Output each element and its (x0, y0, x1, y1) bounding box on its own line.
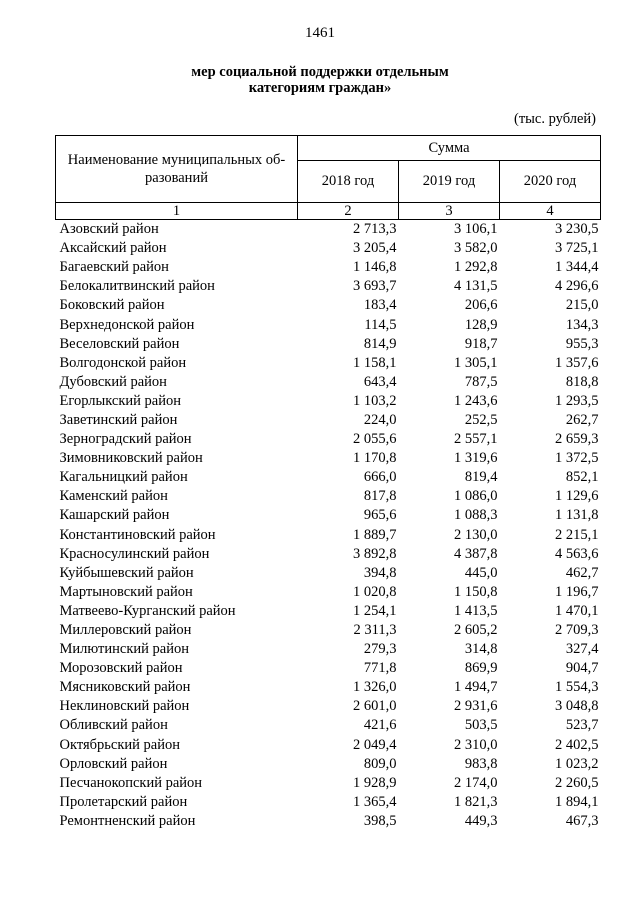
amount-2018: 421,6 (363, 717, 397, 734)
amount-2018: 1 158,1 (353, 354, 397, 371)
amount-2018: 1 254,1 (353, 602, 397, 619)
municipality-name: Обливский район (59, 717, 168, 734)
municipality-name: Егорлыкский район (59, 392, 181, 409)
amount-2018: 279,3 (363, 641, 397, 658)
amount-2019: 2 605,2 (454, 622, 498, 639)
column-number-row (56, 203, 601, 220)
table-row (56, 258, 601, 277)
municipality-name: Неклиновский район (59, 698, 190, 715)
municipality-name: Пролетарский район (59, 793, 188, 810)
amount-2019: 4 387,8 (454, 545, 498, 562)
amount-2018: 643,4 (363, 373, 397, 390)
amount-2018: 1 020,8 (353, 583, 397, 600)
municipality-name: Орловский район (59, 755, 168, 772)
municipality-name: Боковский район (59, 297, 165, 314)
table-row (56, 315, 601, 334)
amount-2020: 1 129,6 (555, 488, 599, 505)
amount-2018: 809,0 (363, 755, 397, 772)
table-row (56, 373, 601, 392)
amount-2020: 1 357,6 (555, 354, 599, 371)
municipality-name: Волгодонской район (59, 354, 187, 371)
municipality-name: Ремонтненский район (59, 812, 196, 829)
amount-2019: 918,7 (464, 335, 498, 352)
amount-2019: 4 131,5 (454, 278, 498, 295)
amount-2019: 3 106,1 (454, 221, 498, 238)
amount-2019: 2 174,0 (454, 774, 498, 791)
amount-2020: 523,7 (565, 717, 599, 734)
municipality-name: Дубовский район (59, 373, 167, 390)
municipality-name: Морозовский район (59, 660, 183, 677)
municipality-name: Белокалитвинский район (59, 278, 215, 295)
municipality-name: Азовский район (59, 221, 159, 238)
amount-2019: 1 086,0 (454, 488, 498, 505)
amount-2020: 1 293,5 (555, 392, 599, 409)
table-row (56, 755, 601, 774)
amount-2018: 817,8 (363, 488, 397, 505)
table-row (56, 220, 601, 240)
amount-2020: 2 260,5 (555, 774, 599, 791)
amount-2018: 2 049,4 (353, 736, 397, 753)
amount-2018: 1 103,2 (353, 392, 397, 409)
header-municipality-line2: разований (145, 170, 208, 186)
amount-2018: 666,0 (363, 469, 397, 486)
amount-2020: 904,7 (565, 660, 599, 677)
table-row (56, 774, 601, 793)
amount-2020: 1 023,2 (555, 755, 599, 772)
amount-2020: 327,4 (565, 641, 599, 658)
amount-2020: 2 402,5 (555, 736, 599, 753)
table-row (56, 468, 601, 487)
table-row (56, 449, 601, 468)
amount-2018: 1 928,9 (353, 774, 397, 791)
column-number: 2 (298, 203, 399, 220)
amount-2018: 965,6 (363, 507, 397, 524)
amount-2019: 2 130,0 (454, 526, 498, 543)
municipality-name: Багаевский район (59, 259, 169, 276)
municipality-name: Октябрьский район (59, 736, 180, 753)
amount-2019: 314,8 (464, 641, 498, 658)
table-row (56, 411, 601, 430)
municipality-name: Каменский район (59, 488, 168, 505)
amount-2018: 3 693,7 (353, 278, 397, 295)
amount-2020: 1 372,5 (555, 450, 599, 467)
amount-2018: 1 146,8 (353, 259, 397, 276)
amount-2019: 2 931,6 (454, 698, 498, 715)
heading-line-2: категориям граждан» (248, 80, 392, 96)
table-row (56, 392, 601, 411)
table-row (56, 640, 601, 659)
amount-2020: 2 215,1 (555, 526, 599, 543)
budget-table (55, 135, 601, 831)
column-number: 3 (399, 203, 500, 220)
amount-2019: 1 305,1 (454, 354, 498, 371)
amount-2020: 1 131,8 (555, 507, 599, 524)
amount-2018: 1 365,4 (353, 793, 397, 810)
amount-2020: 852,1 (565, 469, 599, 486)
table-row (56, 678, 601, 697)
amount-2018: 2 601,0 (353, 698, 397, 715)
table-row (56, 526, 601, 545)
table-row (56, 239, 601, 258)
amount-2020: 215,0 (565, 297, 599, 314)
amount-2020: 1 554,3 (555, 679, 599, 696)
amount-2020: 955,3 (565, 335, 599, 352)
amount-2019: 983,8 (464, 755, 498, 772)
column-number: 1 (56, 203, 298, 220)
municipality-name: Константиновский район (59, 526, 216, 543)
table-row (56, 564, 601, 583)
table-row (56, 697, 601, 716)
amount-2019: 2 557,1 (454, 431, 498, 448)
amount-2020: 818,8 (565, 373, 599, 390)
municipality-name: Зимовниковский район (59, 450, 203, 467)
amount-2019: 449,3 (464, 812, 498, 829)
municipality-name: Миллеровский район (59, 622, 192, 639)
amount-2020: 467,3 (565, 812, 599, 829)
amount-2020: 1 196,7 (555, 583, 599, 600)
table-row (56, 583, 601, 602)
amount-2019: 1 150,8 (454, 583, 498, 600)
amount-2020: 3 048,8 (555, 698, 599, 715)
table-row (56, 812, 601, 831)
amount-2018: 2 311,3 (353, 622, 397, 639)
amount-2019: 252,5 (464, 411, 498, 428)
column-number: 4 (500, 203, 601, 220)
amount-2018: 2 713,3 (353, 221, 397, 238)
amount-2018: 1 889,7 (353, 526, 397, 543)
municipality-name: Песчанокопский район (59, 774, 203, 791)
municipality-name: Милютинский район (59, 641, 189, 658)
amount-2019: 1 319,6 (454, 450, 498, 467)
amount-2019: 1 494,7 (454, 679, 498, 696)
header-year-2018: 2018 год (298, 161, 399, 203)
amount-2019: 1 292,8 (454, 259, 498, 276)
municipality-name: Аксайский район (59, 240, 167, 257)
municipality-name: Красносулинский район (59, 545, 210, 562)
table-row (56, 659, 601, 678)
amount-2018: 183,4 (363, 297, 397, 314)
municipality-name: Мартыновский район (59, 583, 193, 600)
amount-2019: 128,9 (464, 316, 498, 333)
table-row (56, 430, 601, 449)
amount-2019: 445,0 (464, 564, 498, 581)
amount-2020: 1 470,1 (555, 602, 599, 619)
units-note: (тыс. рублей) (514, 111, 596, 127)
amount-2020: 262,7 (565, 411, 599, 428)
amount-2019: 1 821,3 (454, 793, 498, 810)
table-row (56, 793, 601, 812)
header-year-2019: 2019 год (399, 161, 500, 203)
amount-2018: 2 055,6 (353, 431, 397, 448)
amount-2018: 114,5 (364, 316, 397, 333)
amount-2018: 1 170,8 (353, 450, 397, 467)
amount-2020: 3 230,5 (555, 221, 599, 238)
amount-2020: 2 709,3 (555, 622, 599, 639)
amount-2018: 224,0 (363, 411, 397, 428)
amount-2020: 1 344,4 (555, 259, 599, 276)
municipality-name: Куйбышевский район (59, 564, 194, 581)
amount-2019: 206,6 (464, 297, 498, 314)
municipality-name: Кагальницкий район (59, 469, 188, 486)
amount-2019: 1 243,6 (454, 392, 498, 409)
table-row (56, 506, 601, 525)
table-row (56, 602, 601, 621)
amount-2018: 771,8 (363, 660, 397, 677)
amount-2020: 4 296,6 (555, 278, 599, 295)
table-row (56, 621, 601, 640)
amount-2019: 1 088,3 (454, 507, 498, 524)
amount-2019: 2 310,0 (454, 736, 498, 753)
amount-2019: 3 582,0 (454, 240, 498, 257)
amount-2019: 787,5 (464, 373, 498, 390)
municipality-name: Верхнедонской район (59, 316, 195, 333)
municipality-name: Мясниковский район (59, 679, 191, 696)
amount-2019: 503,5 (464, 717, 498, 734)
municipality-name: Зерноградский район (59, 431, 192, 448)
table-row (56, 736, 601, 755)
amount-2019: 869,9 (464, 660, 498, 677)
amount-2018: 814,9 (363, 335, 397, 352)
amount-2020: 134,3 (565, 316, 599, 333)
table-row (56, 545, 601, 564)
header-municipality (56, 136, 298, 203)
document-heading (0, 64, 640, 96)
amount-2020: 2 659,3 (555, 431, 599, 448)
table-body (56, 220, 601, 832)
amount-2019: 1 413,5 (454, 602, 498, 619)
amount-2018: 398,5 (363, 812, 397, 829)
heading-line-1: мер социальной поддержки отдельным (191, 64, 449, 80)
header-year-2020: 2020 год (500, 161, 601, 203)
amount-2018: 1 326,0 (353, 679, 397, 696)
municipality-name: Веселовский район (59, 335, 180, 352)
municipality-name: Кашарский район (59, 507, 170, 524)
amount-2018: 3 205,4 (353, 240, 397, 257)
table-row (56, 354, 601, 373)
municipality-name: Заветинский район (59, 411, 178, 428)
amount-2020: 3 725,1 (555, 240, 599, 257)
table-row (56, 487, 601, 506)
table-row (56, 335, 601, 354)
amount-2018: 3 892,8 (353, 545, 397, 562)
page-number: 1461 (305, 25, 335, 41)
municipality-name: Матвеево-Курганский район (59, 602, 236, 619)
table-row (56, 716, 601, 735)
amount-2018: 394,8 (363, 564, 397, 581)
amount-2020: 1 894,1 (555, 793, 599, 810)
table-row (56, 277, 601, 296)
header-sum: Сумма (298, 136, 601, 161)
amount-2019: 819,4 (464, 469, 498, 486)
table-row (56, 296, 601, 315)
header-municipality-line1: Наименование муниципальных об- (67, 152, 286, 168)
amount-2020: 462,7 (565, 564, 599, 581)
amount-2020: 4 563,6 (555, 545, 599, 562)
